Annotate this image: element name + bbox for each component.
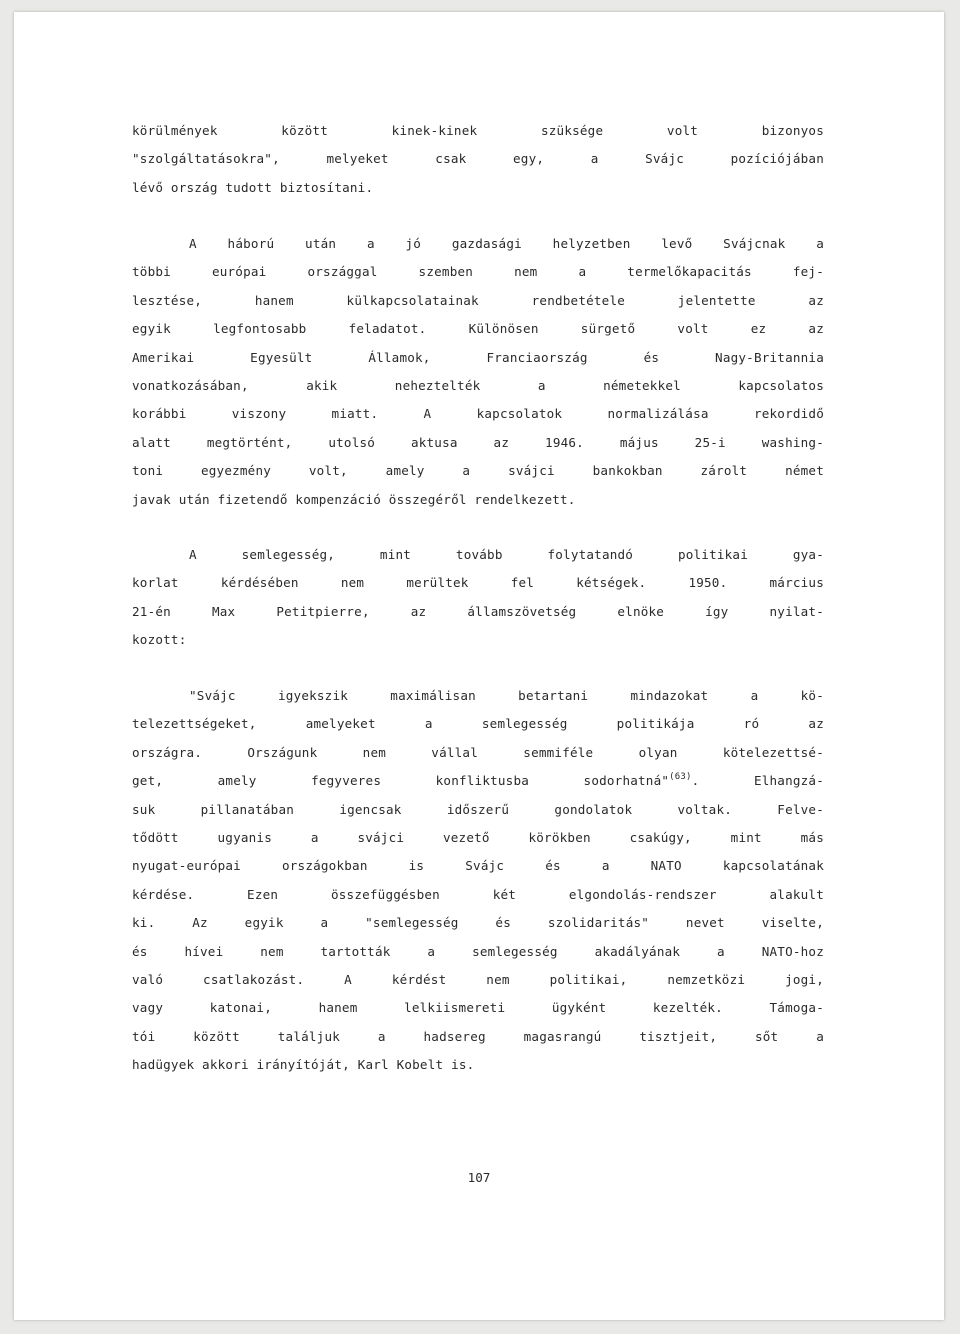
paragraph-1 xyxy=(132,117,824,202)
text-line: lévő ország tudott biztosítani. xyxy=(132,179,374,195)
paragraph-4 xyxy=(132,682,824,1079)
text-line: suk pillanatában igencsak időszerű gondolatok voltak. Felve- xyxy=(132,801,824,817)
text-line: egyik legfontosabb feladatot. Különösen sürgető volt ez az xyxy=(132,321,824,337)
page-number: 107 xyxy=(467,1170,491,1185)
text-line: javak után fizetendő kompenzáció összegéről rendelkezett. xyxy=(132,491,576,507)
text-line: Amerikai Egyesült Államok, Franciaország és Nagy-Britannia xyxy=(132,349,824,365)
text-line-with-footnote xyxy=(132,767,824,795)
paragraph-3 xyxy=(132,541,824,655)
text-line: lesztése, hanem külkapcsolatainak rendbetétele jelentette az xyxy=(132,292,824,308)
text-line: A háború után a jó gazdasági helyzetben levő Svájcnak a xyxy=(189,236,824,251)
text-line: vagy katonai, hanem lelkiismereti ügyként kezelték. Támoga- xyxy=(132,1000,824,1016)
line-text: . Elhangzá- xyxy=(691,773,824,789)
text-line: toni egyezmény volt, amely a svájci bankokban zárolt német xyxy=(132,463,824,479)
text-line: országra. Országunk nem vállal semmiféle olyan kötelezettsé- xyxy=(132,744,824,760)
text-line: alatt megtörtént, utolsó aktusa az 1946. május 25-i washing- xyxy=(132,434,824,450)
text-line: és hívei nem tartották a semlegesség akadályának a NATO-hoz xyxy=(132,943,824,959)
document-page xyxy=(14,12,944,1320)
text-line: tődött ugyanis a svájci vezető körökben csakúgy, mint más xyxy=(132,829,824,845)
text-line: tói között találjuk a hadsereg magasrangú tisztjeit, sőt a xyxy=(132,1028,824,1044)
text-line: hadügyek akkori irányítóját, Karl Kobelt is. xyxy=(132,1057,475,1073)
text-line: A semlegesség, mint tovább folytatandó politikai gya- xyxy=(189,547,824,562)
text-line: kérdése. Ezen összefüggésben két elgondolás-rendszer alakult xyxy=(132,886,824,902)
text-line: korlat kérdésében nem merültek fel kétségek. 1950. március xyxy=(132,575,824,591)
text-line: kozott: xyxy=(132,632,187,648)
text-line: való csatlakozást. A kérdést nem politikai, nemzetközi jogi, xyxy=(132,971,824,987)
line-text: get, amely fegyveres konfliktusba sodorhatná" xyxy=(132,773,670,789)
text-line: nyugat-európai országokban is Svájc és a NATO kapcsolatának xyxy=(132,858,824,874)
text-line: korábbi viszony miatt. A kapcsolatok normalizálása rekordidő xyxy=(132,406,824,422)
text-line: telezettségeket, amelyeket a semlegesség politikája ró az xyxy=(132,716,824,732)
text-line: vonatkozásában, akik neheztelték a németekkel kapcsolatos xyxy=(132,377,824,393)
text-line: többi európai országgal szemben nem a termelőkapacitás fej- xyxy=(132,264,824,280)
text-line: körülmények között kinek-kinek szüksége volt bizonyos xyxy=(132,123,824,138)
text-line: "Svájc igyekszik maximálisan betartani mindazokat a kö- xyxy=(189,688,824,703)
text-line: "szolgáltatásokra", melyeket csak egy, a Svájc pozíciójában xyxy=(132,151,824,167)
footnote-reference: (63) xyxy=(669,772,692,783)
text-line: 21-én Max Petitpierre, az államszövetség elnöke így nyilat- xyxy=(132,603,824,619)
paragraph-2 xyxy=(132,230,824,514)
text-line: ki. Az egyik a "semlegesség és szolidaritás" nevet viselte, xyxy=(132,915,824,931)
